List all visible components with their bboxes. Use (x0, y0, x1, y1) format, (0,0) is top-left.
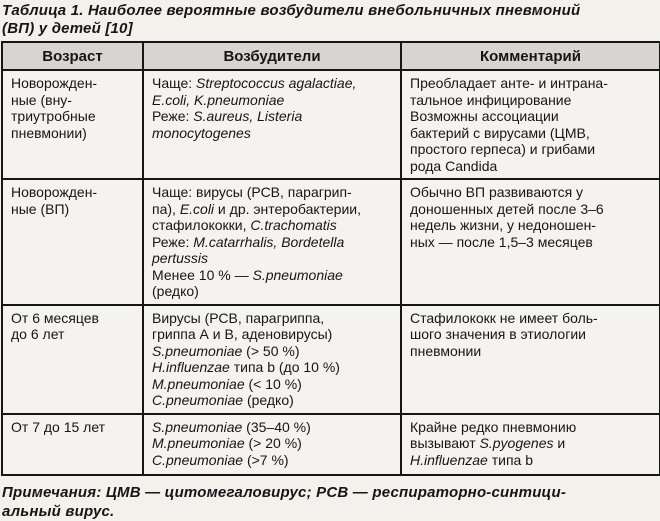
text-line: тальное инфицирование (410, 91, 572, 108)
pathogens-cell (143, 414, 401, 475)
comment-cell (401, 305, 660, 414)
header-row (2, 42, 660, 70)
text-line: Реже: M.catarrhalis, Bordetella (152, 233, 345, 250)
text-line: C.pneumoniae (редко) (152, 392, 294, 408)
text-line: гриппа А и В, аденовирусы) (152, 326, 333, 342)
text-line: pertussis (152, 250, 209, 266)
age-cell (2, 305, 143, 414)
column-header-comment: Комментарий (401, 42, 660, 70)
column-header-pathogens: Возбудители (143, 42, 401, 70)
age-cell (2, 179, 143, 305)
text-line: па), E.coli и др. энтеробактерии, (152, 200, 361, 217)
text-line: Чаще: вирусы (РСВ, парагрип- (152, 184, 352, 200)
text-line: Стафилококк не имеет боль- (410, 309, 598, 326)
text-line: C.pneumoniae (>7 %) (152, 451, 289, 468)
comment-cell (401, 70, 660, 179)
text-line: S.pneumoniae (35–40 %) (152, 418, 311, 435)
text-line: до 6 лет (11, 326, 65, 342)
text-line: Чаще: Streptococcus agalactiae, (152, 75, 357, 91)
text-line: (ВП) у детей [10] (2, 20, 133, 37)
pathogens-cell (143, 305, 401, 414)
text-line: H.influenzae типа b (410, 451, 533, 468)
text-line: Преобладает анте- и интрана- (410, 75, 608, 91)
text-line: вызывают S.pyogenes и (410, 435, 566, 451)
text-line: Новорожден- (11, 75, 98, 91)
table-title (0, 0, 660, 38)
age-cell (2, 414, 143, 475)
text-line: простого герпеса) и грибами (410, 141, 596, 157)
text-line: Менее 10 % — S.pneumoniae (152, 266, 343, 283)
text-line: Таблица 1. Наиболее вероятные возбудители внебольничных пневмоний (2, 2, 581, 19)
text-line: пневмонии) (11, 124, 87, 141)
column-header-age: Возраст (2, 42, 143, 70)
text-line: (редко) (152, 283, 199, 299)
text-line: M.pneumoniae (< 10 %) (152, 375, 302, 392)
text-line: ные (ВП) (11, 200, 70, 217)
text-line: триутробные (11, 108, 96, 124)
text-line: шого значения в этиологии (410, 326, 586, 342)
text-line: Крайне редко пневмонию (410, 418, 577, 435)
text-line: доношенных детей после 3–6 (410, 200, 604, 217)
text-line: Примечания: ЦМВ — цитомегаловирус; РСВ — респираторно-синтици- (2, 483, 567, 501)
age-cell (2, 70, 143, 179)
pathogens-cell (143, 179, 401, 305)
text-line: M.pneumoniae (> 20 %) (152, 435, 302, 451)
text-line: пневмонии (410, 342, 482, 359)
text-line: H.influenzae типа b (до 10 %) (152, 359, 340, 375)
text-line: monocytogenes (152, 124, 251, 141)
text-line: ные (вну- (11, 91, 72, 108)
text-line: Вирусы (РСВ, парагриппа, (152, 309, 325, 326)
table-row-newborn-intrauterine (2, 70, 660, 179)
comment-cell (401, 179, 660, 305)
text-line: От 7 до 15 лет (11, 418, 106, 435)
text-line: рода Candida (410, 157, 498, 174)
text-line: Обычно ВП развиваются у (410, 184, 584, 200)
comment-cell (401, 414, 660, 475)
text-line: недель жизни, у недоношен- (410, 217, 596, 233)
table-row-newborn-cap (2, 179, 660, 305)
text-line: Новорожден- (11, 184, 98, 200)
text-line: альный вирус. (2, 502, 115, 520)
text-line: Возможны ассоциации (410, 108, 559, 124)
text-line: ных — после 1,5–3 месяцев (410, 233, 593, 250)
text-line: стафилококки, C.trachomatis (152, 217, 337, 233)
text-line: От 6 месяцев (11, 309, 99, 326)
table-row-6months-6years (2, 305, 660, 414)
text-line: бактерий с вирусами (ЦМВ, (410, 124, 590, 141)
text-line: E.coli, K.pneumoniae (152, 91, 285, 108)
pathogens-table (1, 41, 660, 476)
text-line: Реже: S.aureus, Listeria (152, 108, 303, 124)
table-row-7-15years (2, 414, 660, 475)
footnote (0, 476, 660, 521)
text-line: S.pneumoniae (> 50 %) (152, 342, 300, 359)
pathogens-cell (143, 70, 401, 179)
